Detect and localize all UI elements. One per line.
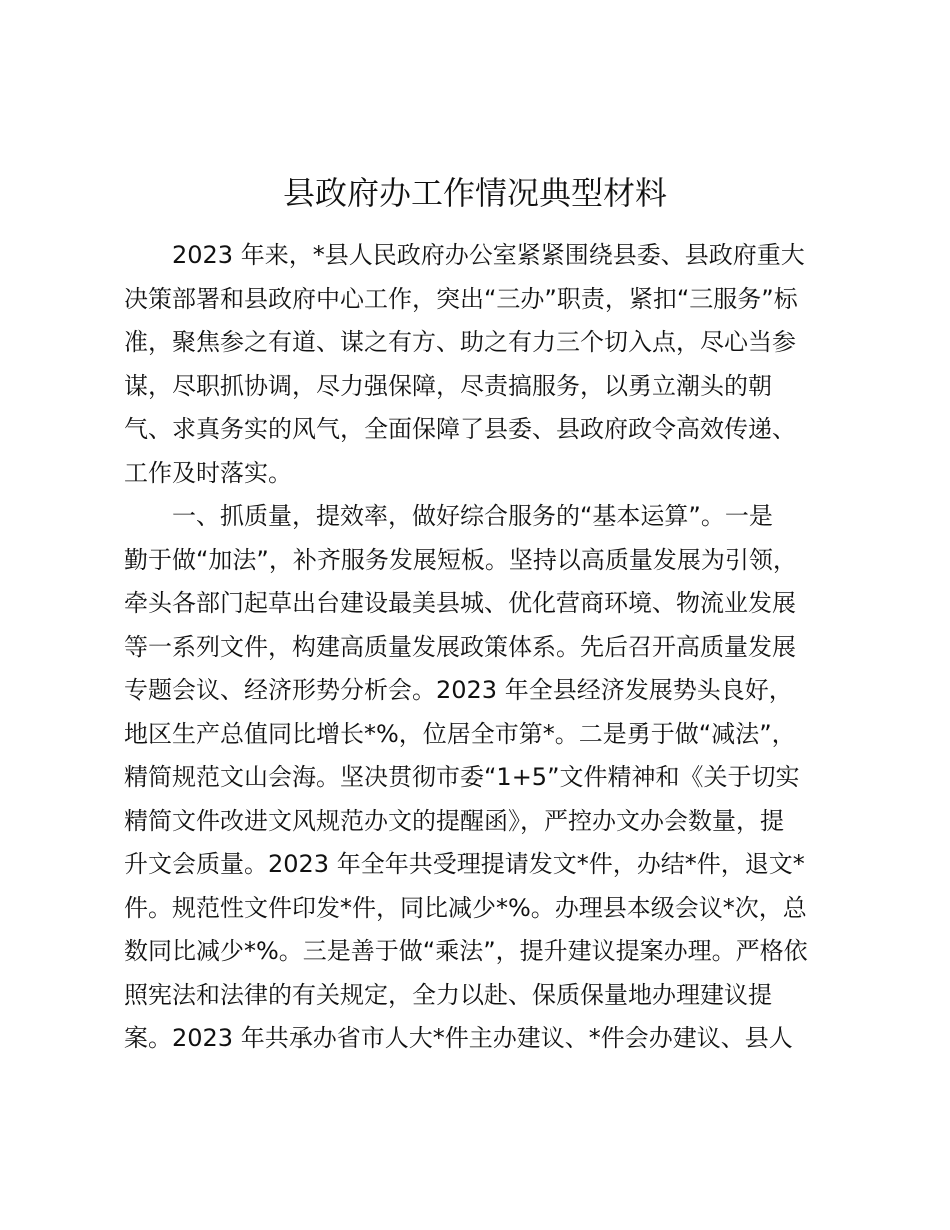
text-line: 地区生产总值同比增长*%，位居全市第*。二是勇于做“减法”，: [124, 719, 796, 748]
text-line: 牵头各部门起草出台建设最美县城、优化营商环境、物流业发展: [124, 589, 796, 617]
text-line: 等一系列文件，构建高质量发展政策体系。先后召开高质量发展: [124, 632, 796, 661]
text-line: 专题会议、经济形势分析会。2023 年全县经济发展势头良好，: [124, 676, 793, 704]
text-line: 件。规范性文件印发*件，同比减少*%。办理县本级会议*次，总: [124, 893, 807, 922]
document-title: 县政府办工作情况典型材料: [282, 174, 667, 212]
document-body: [124, 234, 834, 1061]
text-line: 案。2023 年共承办省市人大*件主办建议、*件会办建议、县人: [124, 1024, 793, 1052]
text-line: 升文会质量。2023 年全年共受理提请发文*件，办结*件，退文*: [124, 850, 805, 878]
text-line: 准，聚焦参之有道、谋之有方、助之有力三个切入点，尽心当参: [124, 328, 796, 356]
text-line: 谋，尽职抓协调，尽力强保障，尽责搞服务，以勇立潮头的朝: [124, 371, 772, 400]
text-line: 一、抓质量，提效率，做好综合服务的“基本运算”。一是: [172, 502, 773, 530]
text-line: 决策部署和县政府中心工作，突出“三办”职责，紧扣“三服务”标: [124, 284, 798, 313]
text-line: 精简文件改进文风规范办文的提醒函》，严控办文办会数量，提: [124, 806, 784, 835]
text-line: 气、求真务实的风气，全面保障了县委、县政府政令高效传递、: [124, 415, 796, 443]
text-line: 精简规范文山会海。坚决贯彻市委“1+5”文件精神和《关于切实: [124, 763, 800, 791]
text-line: 勤于做“加法”，补齐服务发展短板。坚持以高质量发展为引领，: [124, 545, 797, 574]
text-line: 数同比减少*%。三是善于做“乘法”，提升建议提案办理。严格依: [124, 937, 808, 965]
text-line: 照宪法和法律的有关规定，全力以赴、保质保量地办理建议提: [124, 980, 772, 1009]
text-line: 2023 年来，*县人民政府办公室紧紧围绕县委、县政府重大: [172, 241, 805, 269]
text-line: 工作及时落实。: [124, 458, 292, 487]
